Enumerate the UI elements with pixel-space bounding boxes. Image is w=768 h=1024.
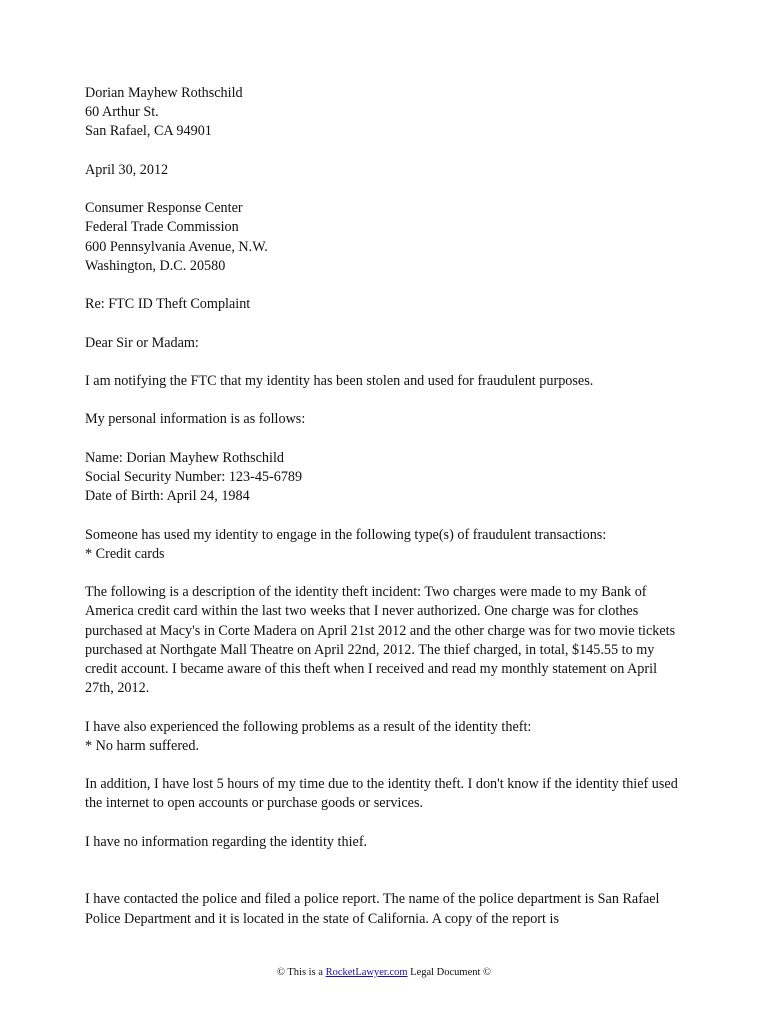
problems-heading: I have also experienced the following problems as a result of the identity theft: — [85, 718, 532, 735]
sender-street: 60 Arthur St. — [85, 104, 159, 121]
incident-paragraph — [85, 583, 685, 698]
personal-info-heading — [85, 410, 685, 429]
recipient-line-3: 600 Pennsylvania Avenue, N.W. — [85, 238, 268, 255]
date-text: April 30, 2012 — [85, 161, 169, 178]
transactions-item: * Credit cards — [85, 545, 165, 562]
sender-name: Dorian Mayhew Rothschild — [85, 85, 243, 101]
transactions-section — [85, 526, 685, 564]
thief-info-text: I have no information regarding the identity thief. — [85, 833, 368, 850]
salutation-text: Dear Sir or Madam: — [85, 334, 199, 351]
subject-line — [85, 295, 685, 314]
footer-rocketlawyer-link[interactable]: RocketLawyer.com — [325, 967, 408, 978]
personal-info-ssn: Social Security Number: 123-45-6789 — [85, 468, 303, 485]
letter-body — [85, 84, 685, 948]
subject-text: Re: FTC ID Theft Complaint — [85, 296, 251, 313]
letter-date — [85, 161, 685, 180]
personal-info-name: Name: Dorian Mayhew Rothschild — [85, 449, 284, 466]
recipient-line-2: Federal Trade Commission — [85, 219, 239, 236]
incident-text: The following is a description of the identity theft incident: Two charges were made to my Bank of America credit card within the last two weeks that I never authorized. One charge was for clothes purchased at Macy's in Corte Madera on April 21st 2012 and the other charge was for two movie tickets purchased at Northgate Mall Theatre on April 22nd, 2012. The thief charged, in total, $145.55 to my credit account. I became aware of this theft when I received and read my monthly statement on April 27th, 2012. — [85, 584, 676, 697]
personal-info-details — [85, 449, 685, 507]
sender-address — [85, 84, 685, 142]
recipient-line-4: Washington, D.C. 20580 — [85, 257, 226, 274]
intro-text: I am notifying the FTC that my identity has been stolen and used for fraudulent purposes. — [85, 372, 594, 389]
personal-info-dob: Date of Birth: April 24, 1984 — [85, 488, 250, 505]
police-paragraph — [85, 890, 685, 928]
personal-info-heading-text: My personal information is as follows: — [85, 411, 306, 428]
problems-item: * No harm suffered. — [85, 737, 199, 754]
salutation — [85, 334, 685, 353]
footer-prefix: © This is a — [276, 967, 326, 978]
transactions-heading: Someone has used my identity to engage in the following type(s) of fraudulent transactions: — [85, 526, 607, 543]
police-text: I have contacted the police and filed a police report. The name of the police department is San Rafael Police Department and it is located in the state of California. A copy of the report is — [85, 891, 660, 927]
recipient-line-1: Consumer Response Center — [85, 200, 243, 217]
footer-suffix: Legal Document © — [407, 967, 492, 978]
thief-info-paragraph — [85, 833, 685, 852]
problems-section — [85, 718, 685, 756]
page-footer — [0, 966, 768, 980]
recipient-address — [85, 199, 685, 276]
time-lost-text: In addition, I have lost 5 hours of my time due to the identity theft. I don't know if the identity thief used the internet to open accounts or purchase goods or services. — [85, 776, 678, 812]
time-lost-paragraph — [85, 775, 685, 813]
intro-paragraph — [85, 372, 685, 391]
sender-city: San Rafael, CA 94901 — [85, 123, 212, 140]
